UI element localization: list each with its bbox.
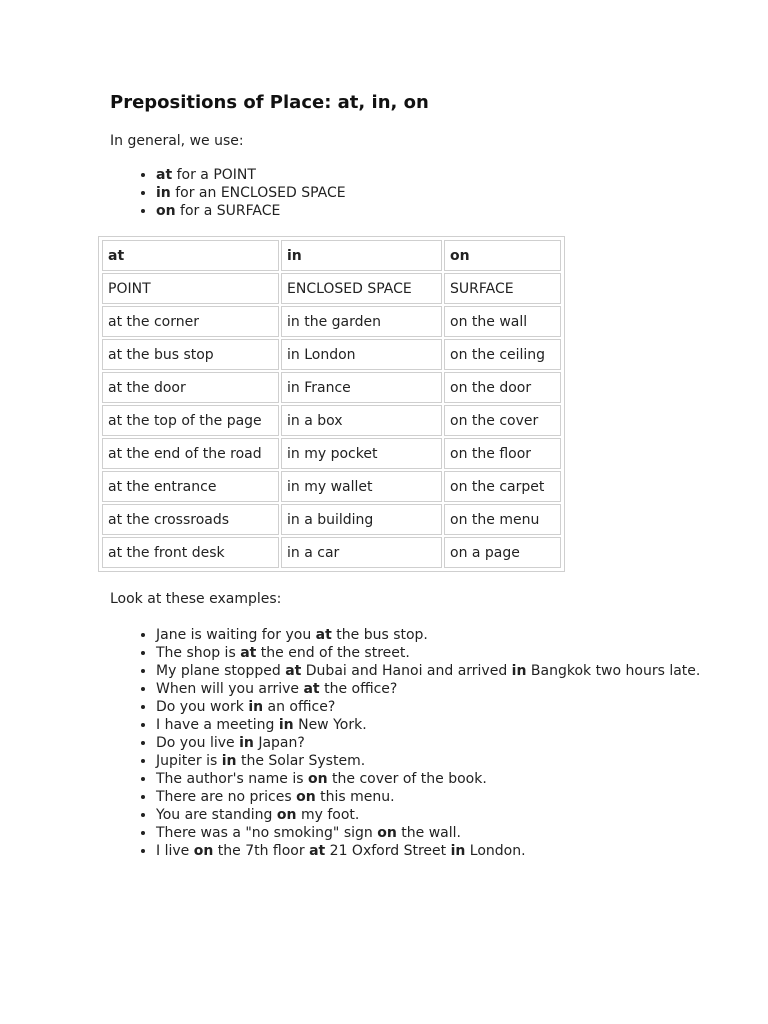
example-text: There was a "no smoking" sign (156, 825, 378, 841)
table-header-cell: in (281, 240, 442, 271)
table-cell: in my wallet (281, 471, 442, 502)
table-row (102, 438, 561, 469)
table-header-row (102, 240, 561, 271)
preposition: at (309, 843, 326, 859)
list-item (156, 184, 710, 202)
example-text: the Solar System. (236, 753, 366, 769)
table-cell: at the bus stop (102, 339, 279, 370)
table-row (102, 504, 561, 535)
example-text: Dubai and Hanoi and arrived (301, 663, 512, 679)
table-cell: at the entrance (102, 471, 279, 502)
table-cell: at the crossroads (102, 504, 279, 535)
example-text: The author's name is (156, 771, 309, 787)
list-item (156, 202, 710, 220)
table-cell: on the door (444, 372, 561, 403)
table-cell: SURFACE (444, 273, 561, 304)
preposition: in (511, 663, 527, 679)
preposition: in (248, 699, 264, 715)
examples-intro: Look at these examples: (110, 591, 282, 607)
example-item (156, 734, 710, 752)
example-item (156, 770, 710, 788)
example-text: London. (465, 843, 526, 859)
example-text: Bangkok two hours late. (526, 663, 701, 679)
preposition: at (285, 663, 302, 679)
example-text: Jupiter is (156, 753, 222, 769)
table-cell: in France (281, 372, 442, 403)
preposition: on (193, 843, 214, 859)
table-cell: at the corner (102, 306, 279, 337)
preposition: in (156, 185, 171, 201)
table-cell: at the end of the road (102, 438, 279, 469)
example-text: an office? (263, 699, 336, 715)
table-row (102, 306, 561, 337)
preposition: in (450, 843, 466, 859)
table-row (102, 405, 561, 436)
table-cell: on the wall (444, 306, 561, 337)
example-item (156, 662, 710, 680)
example-text: You are standing (156, 807, 277, 823)
table-cell: on the ceiling (444, 339, 561, 370)
list-item (156, 166, 710, 184)
example-text: I live (156, 843, 194, 859)
document-page (110, 88, 710, 860)
table-cell: ENCLOSED SPACE (281, 273, 442, 304)
example-text: When will you arrive (156, 681, 304, 697)
table-header-cell: on (444, 240, 561, 271)
usage-text: for a SURFACE (175, 203, 281, 219)
example-text: 21 Oxford Street (325, 843, 451, 859)
preposition: on (308, 771, 328, 787)
preposition: in (278, 717, 294, 733)
preposition: at (240, 645, 257, 661)
example-text: My plane stopped (156, 663, 286, 679)
example-item (156, 842, 710, 860)
table-cell: on the carpet (444, 471, 561, 502)
table-cell: in my pocket (281, 438, 442, 469)
example-text: Japan? (253, 735, 305, 751)
example-text: Do you live (156, 735, 240, 751)
example-item (156, 626, 710, 644)
page-title: Prepositions of Place: at, in, on (110, 92, 429, 113)
table-cell: at the top of the page (102, 405, 279, 436)
usage-text: for an ENCLOSED SPACE (170, 185, 346, 201)
example-item (156, 716, 710, 734)
preposition: at (303, 681, 320, 697)
table-subheader-row (102, 273, 561, 304)
table-cell: on the floor (444, 438, 561, 469)
usage-text: for a POINT (172, 167, 256, 183)
table-cell: at the front desk (102, 537, 279, 568)
preposition: on (296, 789, 316, 805)
table-cell: in the garden (281, 306, 442, 337)
table-cell: in London (281, 339, 442, 370)
table-header-cell: at (102, 240, 279, 271)
example-text: the 7th floor (213, 843, 310, 859)
example-text: Do you work (156, 699, 249, 715)
preposition: at (156, 167, 173, 183)
table-row (102, 339, 561, 370)
table-row (102, 372, 561, 403)
table-row (102, 537, 561, 568)
example-item (156, 806, 710, 824)
example-text: this menu. (315, 789, 395, 805)
preposition: in (239, 735, 254, 751)
example-text: the end of the street. (256, 645, 410, 661)
example-text: New York. (293, 717, 367, 733)
example-text: There are no prices (156, 789, 297, 805)
table-row (102, 471, 561, 502)
example-item (156, 752, 710, 770)
preposition: on (276, 807, 297, 823)
example-text: I have a meeting (156, 717, 279, 733)
table-cell: on the cover (444, 405, 561, 436)
example-text: the wall. (396, 825, 461, 841)
preposition: in (221, 753, 237, 769)
table-cell: at the door (102, 372, 279, 403)
table-cell: in a building (281, 504, 442, 535)
prepositions-table-frame (98, 236, 565, 572)
intro-text: In general, we use: (110, 133, 244, 149)
example-text: the cover of the book. (327, 771, 487, 787)
preposition: on (377, 825, 397, 841)
example-text: the bus stop. (331, 627, 428, 643)
example-text: The shop is (156, 645, 241, 661)
preposition: on (156, 203, 176, 219)
table-cell: POINT (102, 273, 279, 304)
table-cell: on a page (444, 537, 561, 568)
table-cell: in a box (281, 405, 442, 436)
table-cell: on the menu (444, 504, 561, 535)
example-text: my foot. (296, 807, 360, 823)
example-item (156, 788, 710, 806)
table-cell: in a car (281, 537, 442, 568)
example-text: Jane is waiting for you (156, 627, 316, 643)
preposition: at (315, 627, 332, 643)
examples-list (110, 626, 710, 860)
example-item (156, 644, 710, 662)
uses-list (110, 166, 710, 220)
example-item (156, 680, 710, 698)
prepositions-table (100, 238, 563, 570)
example-item (156, 698, 710, 716)
example-text: the office? (319, 681, 398, 697)
example-item (156, 824, 710, 842)
